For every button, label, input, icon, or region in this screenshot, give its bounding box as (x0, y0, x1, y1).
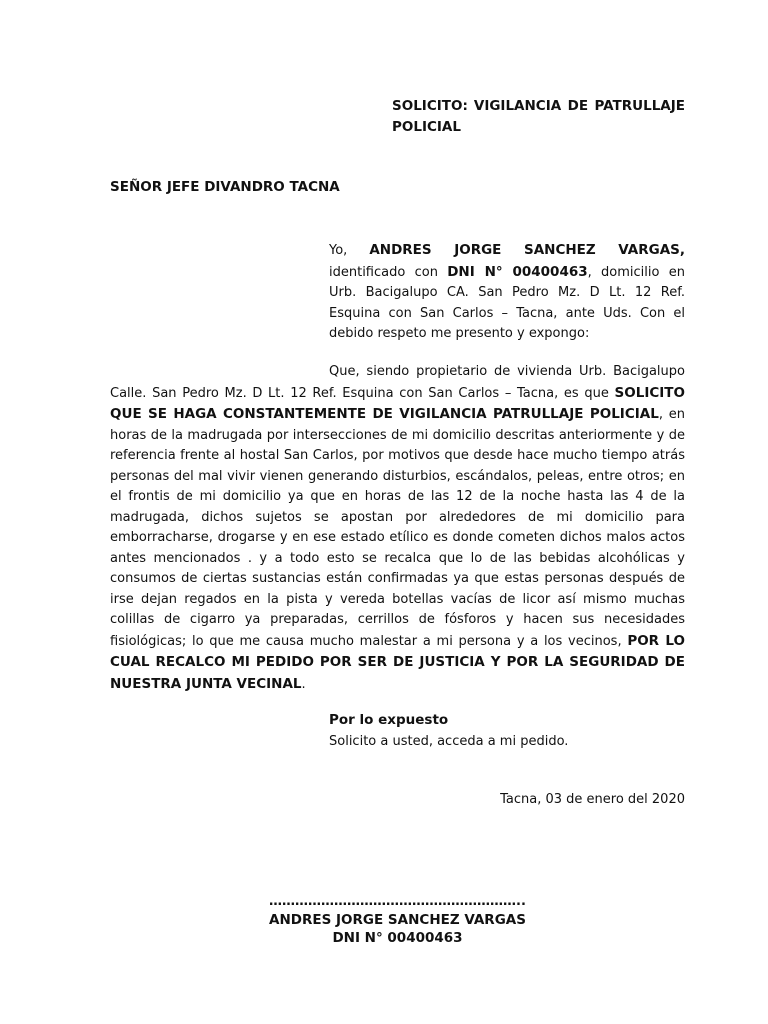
applicant-name: ANDRES JORGE SANCHEZ VARGAS, (369, 242, 686, 258)
signature-line: ………………………………………………….. (269, 894, 526, 909)
intro-paragraph (329, 240, 685, 345)
intro-yo: Yo, (329, 243, 370, 258)
signature-dni: DNI N° 00400463 (332, 930, 463, 946)
body-end: . (301, 676, 306, 692)
body-part1: Que, siendo propietario de vivienda Urb. Bacigalupo Calle. San Pedro Mz. D Lt. 12 Ref. Esquina con San Carlos – Tacna, es que (110, 364, 685, 401)
signature-name: ANDRES JORGE SANCHEZ VARGAS (269, 912, 526, 928)
closing-block (329, 710, 568, 752)
date-line: Tacna, 03 de enero del 2020 (500, 792, 685, 807)
subject-block (392, 96, 685, 138)
body-paragraph (110, 362, 685, 695)
subject-label: SOLICITO: (392, 98, 468, 114)
closing-heading: Por lo expuesto (329, 712, 449, 728)
applicant-dni: DNI N° 00400463 (447, 263, 588, 280)
addressee: SEÑOR JEFE DIVANDRO TACNA (110, 179, 340, 195)
body-part2: , en horas de la madrugada por intersecciones de mi domicilio descritas anteriormente y de referencia frente al hostal San Carlos, por motivos que desde hace mucho tiempo atrás personas del mal vivir vienen generando disturbios, escándalos, peleas, entre otros; en el frontis de mi domicilio ya que en horas de las 12 de la noche hasta las 4 de la madrugada, dichos sujetos se apostan por alrededores de mi domicilio para emborracharse, drogarse y en ese estado etílico es donde cometen dichos malos actos antes mencionados . y a todo esto se recalca que lo de las bebidas alcohólicas y consumos de ciertas sustancias están confirmadas ya que estas personas después de irse dejan regados en la pista y vereda botellas vacías de licor así mismo muchas colillas de cigarro ya preparadas, cerrillos de fósforos y hacen sus necesidades fisiológicas; lo que me causa mucho malestar a mi persona y a los vecinos, (110, 407, 685, 649)
intro-identified: identificado con (329, 264, 448, 280)
closing-text: Solicito a usted, acceda a mi pedido. (329, 734, 569, 749)
subject-text: VIGILANCIA DE PATRULLAJE POLICIAL (392, 98, 685, 135)
signature-block (190, 893, 605, 947)
body-emphasis-bold: POR LO CUAL RECALCO MI PEDIDO POR SER DE JUSTICIA Y POR LA SEGURIDAD DE NUESTRA JUNTA VECINAL (110, 632, 685, 692)
intro-rest: , domicilio en Urb. Bacigalupo CA. San Pedro Mz. D Lt. 12 Ref. Esquina con San Carlos – Tacna, ante Uds. Con el debido respeto me presento y expongo: (329, 264, 685, 342)
body-request-bold: SOLICITO QUE SE HAGA CONSTANTEMENTE DE VIGILANCIA PATRULLAJE POLICIAL (110, 384, 685, 422)
